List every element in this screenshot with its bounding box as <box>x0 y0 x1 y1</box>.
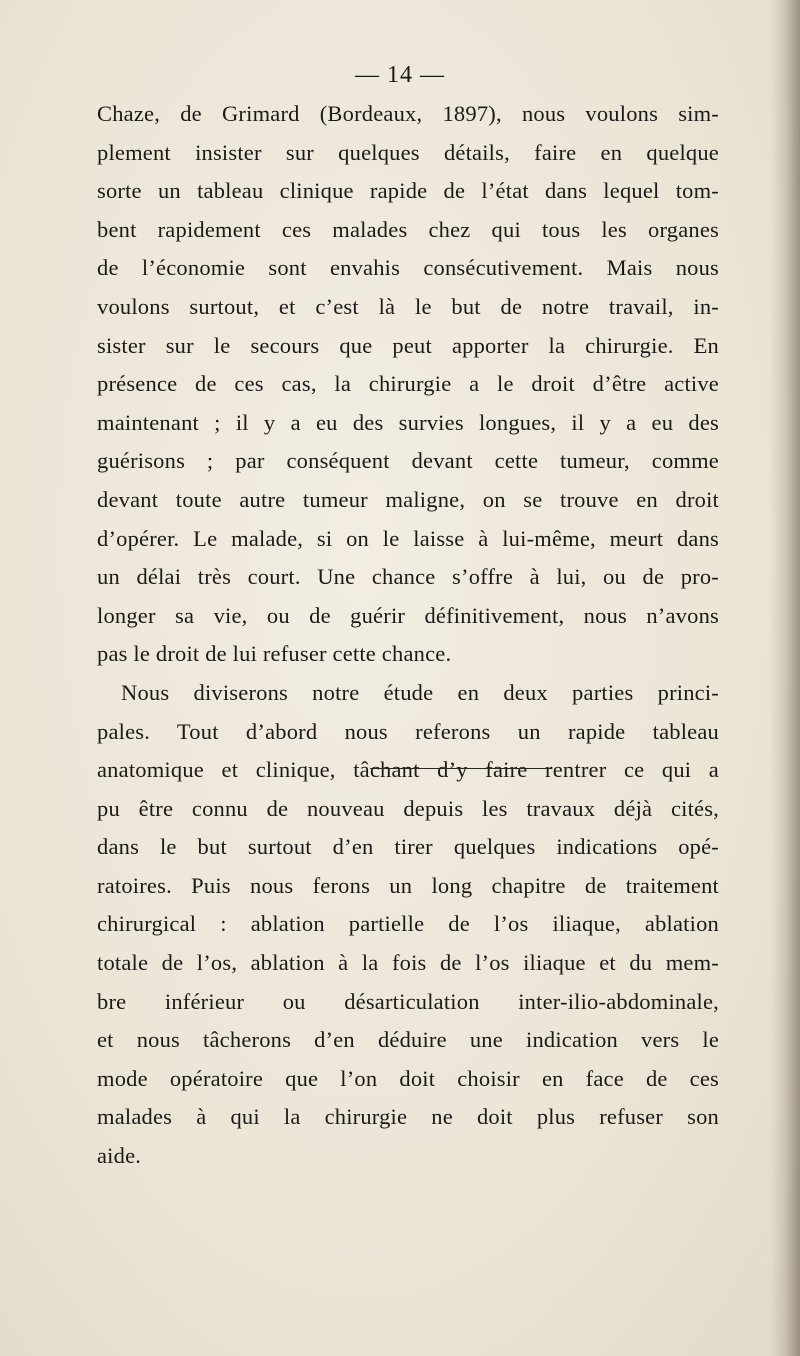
text-line: maintenant ; il y a eu des survies longues, il y a eu des <box>97 409 719 435</box>
text-line: pu être connu de nouveau depuis les travaux déjà cités, <box>97 795 719 821</box>
section-divider-rule <box>370 768 552 769</box>
text-line: sorte un tableau clinique rapide de l’état dans lequel tom- <box>97 178 719 204</box>
text-line: présence de ces cas, la chirurgie a le droit d’être active <box>97 371 719 397</box>
text-line: chirurgical : ablation partielle de l’os iliaque, ablation <box>97 911 719 937</box>
page-binding-shadow <box>770 0 800 1356</box>
text-line: et nous tâcherons d’en déduire une indication vers le <box>97 1027 719 1053</box>
text-line: anatomique et clinique, tâchant d’y faire rentrer ce qui a <box>97 757 719 783</box>
text-line: ratoires. Puis nous ferons un long chapitre de traitement <box>97 872 719 898</box>
text-line: pas le droit de lui refuser cette chance. <box>97 641 452 667</box>
text-line: sister sur le secours que peut apporter la chirurgie. En <box>97 332 719 358</box>
text-line: totale de l’os, ablation à la fois de l’os iliaque et du mem- <box>97 950 719 976</box>
text-line: d’opérer. Le malade, si on le laisse à lui-même, meurt dans <box>97 525 719 551</box>
text-line: voulons surtout, et c’est là le but de notre travail, in- <box>97 293 719 319</box>
text-line: aide. <box>97 1143 142 1169</box>
text-line: dans le but surtout d’en tirer quelques indications opé- <box>97 834 719 860</box>
text-line: pales. Tout d’abord nous referons un rapide tableau <box>97 718 719 744</box>
text-line: un délai très court. Une chance s’offre à lui, ou de pro- <box>97 564 719 590</box>
body-text <box>97 95 719 1176</box>
text-line: devant toute autre tumeur maligne, on se trouve en droit <box>97 486 719 512</box>
text-line: bent rapidement ces malades chez qui tous les organes <box>97 216 719 242</box>
text-line: bre inférieur ou désarticulation inter-ilio-abdominale, <box>97 988 719 1014</box>
text-line: guérisons ; par conséquent devant cette tumeur, comme <box>97 448 719 474</box>
page-number: — 14 — <box>355 62 445 88</box>
text-line: malades à qui la chirurgie ne doit plus refuser son <box>97 1104 719 1130</box>
text-line: de l’économie sont envahis consécutivement. Mais nous <box>97 255 719 281</box>
text-line: longer sa vie, ou de guérir définitivement, nous n’avons <box>97 602 719 628</box>
text-line: Chaze, de Grimard (Bordeaux, 1897), nous voulons sim- <box>97 101 719 126</box>
text-line: mode opératoire que l’on doit choisir en face de ces <box>97 1065 719 1091</box>
text-line: Nous diviserons notre étude en deux parties princi- <box>121 679 719 705</box>
text-line: plement insister sur quelques détails, faire en quelque <box>97 139 719 165</box>
